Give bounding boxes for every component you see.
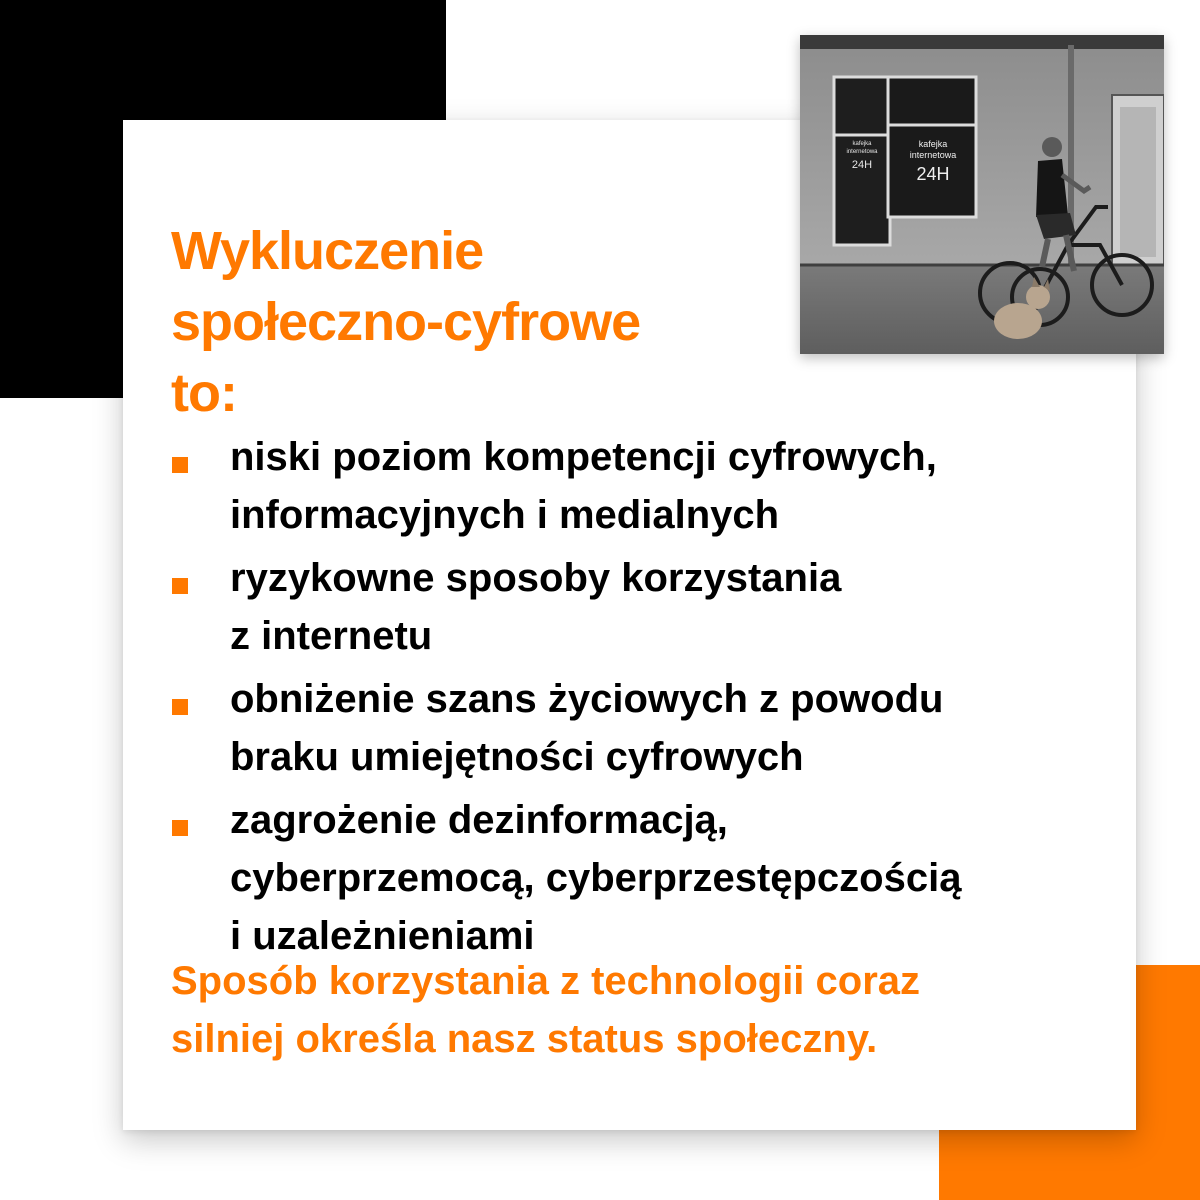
list-item-line: niski poziom kompetencji cyfrowych, [230, 435, 937, 479]
list-item-line: i uzależnieniami [230, 914, 535, 958]
list-item [171, 549, 1111, 665]
list-item-line: z internetu [230, 614, 433, 658]
list-item-line: braku umiejętności cyfrowych [230, 735, 804, 779]
large-window-sign [896, 139, 970, 185]
list-item [171, 791, 1111, 965]
sign-text: 24H [851, 159, 873, 171]
footer-line-2: silniej określa nasz status społeczny. [171, 1017, 878, 1061]
headline-line-1: Wykluczenie [171, 221, 484, 281]
list-item-line: informacyjnych i medialnych [230, 493, 780, 537]
list-item-text [230, 428, 1111, 544]
list-item-text [230, 670, 1111, 786]
square-bullet-icon [172, 457, 188, 473]
square-bullet-icon [172, 578, 188, 594]
headline-line-2: społeczno-cyfrowe [171, 292, 641, 352]
headline [171, 216, 640, 429]
headline-line-3: to: [171, 363, 237, 423]
list-item-line: zagrożenie dezinformacją, [230, 798, 728, 842]
list-item-line: obniżenie szans życiowych z powodu [230, 677, 944, 721]
sign-text: internetowa [846, 149, 878, 155]
sign-text: internetowa [909, 150, 957, 160]
small-window-sign [840, 140, 884, 172]
sign-text: 24H [916, 164, 950, 184]
list-item [171, 428, 1111, 544]
internet-cafe-photo [800, 35, 1164, 354]
list-item [171, 670, 1111, 786]
list-item-line: ryzykowne sposoby korzystania [230, 556, 842, 600]
list-item-line: cyberprzemocą, cyberprzestępczością [230, 856, 962, 900]
list-item-text [230, 791, 1111, 965]
square-bullet-icon [172, 699, 188, 715]
bullet-list [171, 428, 1111, 970]
footer-statement [171, 952, 920, 1068]
square-bullet-icon [172, 820, 188, 836]
sign-text: kafejka [918, 139, 948, 149]
footer-line-1: Sposób korzystania z technologii coraz [171, 959, 921, 1003]
list-item-text [230, 549, 1111, 665]
sign-text: kafejka [852, 141, 872, 147]
